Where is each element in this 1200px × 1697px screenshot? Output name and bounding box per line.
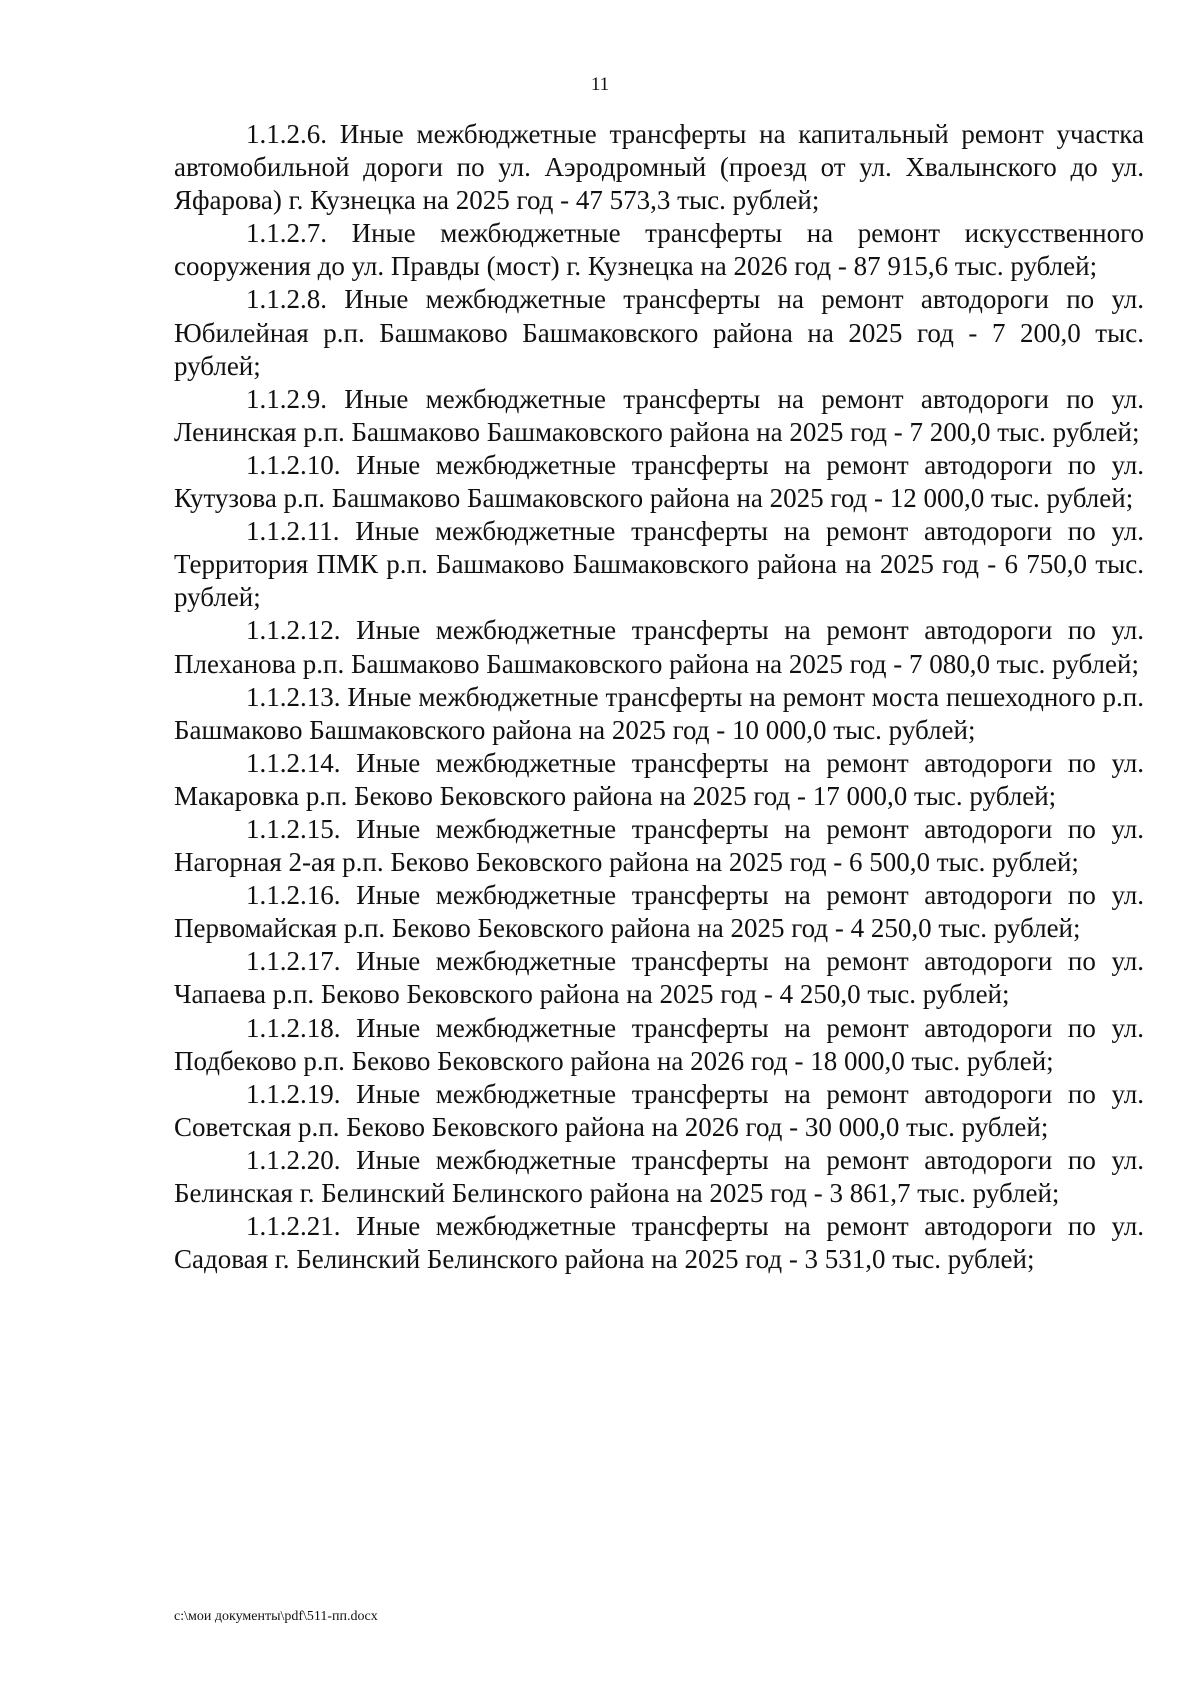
paragraph-1-1-2-14: 1.1.2.14. Иные межбюджетные трансферты на ремонт автодороги по ул. Макаровка р.п. Беково Бековского района на 2025 год - 17 000,0 тыс. рублей; [174,747,1144,811]
paragraph-1-1-2-9: 1.1.2.9. Иные межбюджетные трансферты на ремонт автодороги по ул. Ленинская р.п. Башмаково Башмаковского района на 2025 год - 7 200,0 тыс. рублей; [174,383,1144,447]
paragraph-1-1-2-20: 1.1.2.20. Иные межбюджетные трансферты на ремонт автодороги по ул. Белинская г. Белинский Белинского района на 2025 год - 3 861,7 тыс. рублей; [174,1144,1144,1208]
paragraph-1-1-2-19: 1.1.2.19. Иные межбюджетные трансферты на ремонт автодороги по ул. Советская р.п. Беково Бековского района на 2026 год - 30 000,0 тыс. рублей; [174,1078,1144,1142]
paragraph-1-1-2-7: 1.1.2.7. Иные межбюджетные трансферты на ремонт искусственного сооружения до ул. Правды (мост) г. Кузнецка на 2026 год - 87 915,6 тыс. рублей; [174,218,1144,282]
footer-file-path: c:\мои документы\pdf\511-пп.docx [174,1609,378,1624]
paragraph-1-1-2-8: 1.1.2.8. Иные межбюджетные трансферты на ремонт автодороги по ул. Юбилейная р.п. Башмаково Башмаковского района на 2025 год - 7 200,0 тыс. рублей; [174,284,1144,381]
document-body [174,118,1144,1276]
paragraph-1-1-2-15: 1.1.2.15. Иные межбюджетные трансферты на ремонт автодороги по ул. Нагорная 2-ая р.п. Беково Бековского района на 2025 год - 6 500,0 тыс. рублей; [174,813,1144,878]
paragraph-1-1-2-10: 1.1.2.10. Иные межбюджетные трансферты на ремонт автодороги по ул. Кутузова р.п. Башмаково Башмаковского района на 2025 год - 12 000,0 тыс. рублей; [174,449,1144,514]
paragraph-1-1-2-16: 1.1.2.16. Иные межбюджетные трансферты на ремонт автодороги по ул. Первомайская р.п. Беково Бековского района на 2025 год - 4 250,0 тыс. рублей; [174,880,1144,944]
paragraph-1-1-2-21: 1.1.2.21. Иные межбюджетные трансферты на ремонт автодороги по ул. Садовая г. Белинский Белинского района на 2025 год - 3 531,0 тыс. рублей; [174,1211,1144,1275]
paragraph-1-1-2-18: 1.1.2.18. Иные межбюджетные трансферты на ремонт автодороги по ул. Подбеково р.п. Беково Бековского района на 2026 год - 18 000,0 тыс. рублей; [174,1012,1144,1076]
paragraph-1-1-2-17: 1.1.2.17. Иные межбюджетные трансферты на ремонт автодороги по ул. Чапаева р.п. Беково Бековского района на 2025 год - 4 250,0 тыс. рублей; [174,946,1144,1010]
paragraph-1-1-2-11: 1.1.2.11. Иные межбюджетные трансферты на ремонт автодороги по ул. Территория ПМК р.п. Башмаково Башмаковского района на 2025 год - 6 750,0 тыс. рублей; [174,516,1144,613]
paragraph-1-1-2-13: 1.1.2.13. Иные межбюджетные трансферты на ремонт моста пешеходного р.п. Башмаково Башмаковского района на 2025 год - 10 000,0 тыс. рублей; [174,681,1144,745]
paragraph-1-1-2-6: 1.1.2.6. Иные межбюджетные трансферты на капитальный ремонт участка автомобильной дороги по ул. Аэродромный (проезд от ул. Хвалынского до ул. Яфарова) г. Кузнецка на 2025 год - 47 573,3 тыс. рублей; [174,119,1144,216]
page-number: 11 [590,74,610,95]
paragraph-1-1-2-12: 1.1.2.12. Иные межбюджетные трансферты на ремонт автодороги по ул. Плеханова р.п. Башмаково Башмаковского района на 2025 год - 7 080,0 тыс. рублей; [174,615,1144,679]
